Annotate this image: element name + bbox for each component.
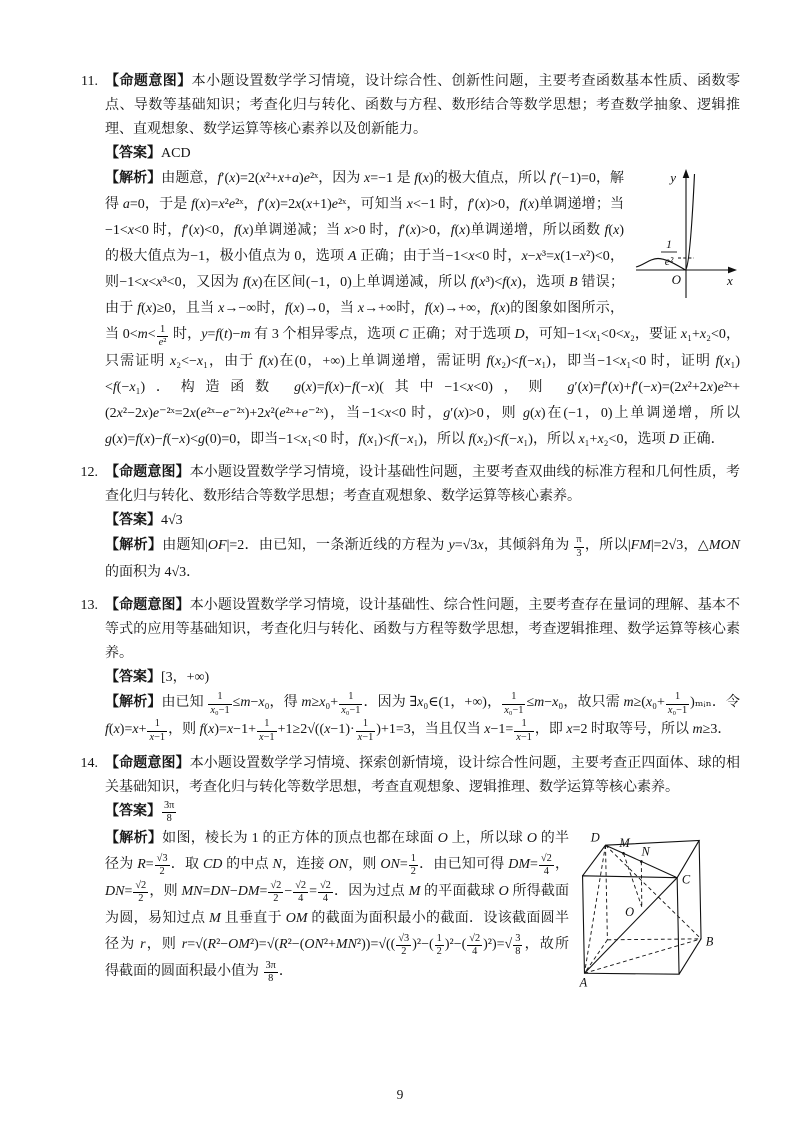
answer-line — [105, 666, 740, 690]
question-number: 14. — [80, 755, 98, 771]
question-number: 11. — [81, 74, 98, 89]
question-13 — [70, 594, 740, 744]
intent-paragraph — [105, 70, 740, 142]
vertex-label-M: M — [619, 835, 630, 850]
max-value-denominator: e² — [664, 256, 674, 268]
solution-text: 由题意，f′(x)=2(x²+x+a)e²ˣ，因为 x=−1 是 f(x)的极大值点，所以 f′(−1)=0，解得 a=0，于是 f(x)=x²e²ˣ，f′(x)=2x(x+1)e²ˣ，可知当 x<−1 时，f′(x)>0，f(x)单调递增；当−1<x<0 时，f′(x)<0，f(x)单调递减；当 x>0 时，f′(x)>0，f(x)单调递增，所以函数 f(x)的极大值点为−1，极小值点为 0，选项 A 正确；由于当−1<x<0 时，x−x³=x(1−x²)<0，则−1<x<x³<0，又因为 f(x)在区间(−1，0)上单调递减，所以 f(x³)<f(x)，选项 B 错误；由于 f(x)≥0，且当 x→−∞时，f(x)→0，当 x→+∞时，f(x)→+∞，f(x)的图象如图所示，当 0<m< $\frac{1}{\text{e²}}$ 时，y=f(t)−m 有 3 个相异零点，选项 C 正确；对于选项 D，可知−1<x₁<0<x₂，要证 x₁+x₂<0，只需证明 x₂<−x₁，由于 f(x)在(0，+∞)上单调递增，需证明 f(x₂)<f(−x₁)，即当−1<x₁<0 时，证明 f(x₁)<f(−x₁)．构造函数 g(x)=f(x)−f(−x)(其中−1<x<0)，则 g′(x)=f′(x)+f′(−x)=(2x²+2x)e²ˣ+(2x²−2x)e⁻²ˣ=2x(e²ˣ−e⁻²ˣ)+2x²(e²ˣ+e⁻²ˣ)，当−1<x<0 时，g′(x)>0，则 g(x)在(−1，0)上单调递增，所以 g(x)=f(x)−f(−x)<g(0)=0，即当−1<x₁<0 时，f(x₁)<f(−x₁)，所以 f(x₂)<f(−x₁)，所以 x₁+x₂<0，选项 D 正确． — [105, 171, 741, 447]
intent-paragraph — [105, 752, 740, 800]
cube-dashed-edges — [584, 845, 701, 973]
intent-label: 【命题意图】 — [105, 74, 192, 89]
question-12 — [70, 461, 740, 586]
question-body — [105, 461, 740, 586]
y-axis-arrow — [683, 169, 690, 178]
intent-label: 【命题意图】 — [105, 464, 190, 480]
vertex-label-N: N — [641, 844, 650, 859]
intent-text: 本小题设置数学学习情境、探索创新情境，设计综合性问题，主要考查正四面体、球的相关基础知识，考查化归与转化等数学思想，考查直观想象、逻辑推理、数学运算等核心素养。 — [105, 755, 741, 795]
answer-value: ACD — [161, 146, 191, 161]
intent-label: 【命题意图】 — [105, 755, 190, 771]
solution-paragraph — [105, 826, 740, 990]
answer-value: $\frac{3\pi}{8}$ — [164, 800, 175, 825]
point-N — [640, 860, 643, 863]
x-axis-label: x — [727, 273, 733, 288]
cube-figure — [578, 828, 740, 1000]
question-number: 13. — [80, 597, 98, 613]
answer-line — [105, 800, 740, 826]
vertex-label-A: A — [579, 975, 588, 990]
answer-line — [105, 142, 740, 166]
answer-line — [105, 509, 740, 533]
vertex-label-O: O — [625, 904, 635, 919]
question-14 — [70, 752, 740, 1002]
solution-text: 由已知 $\frac{1}{\text{x₀−1}}$ ≤m−x₀，得 m≥x₀+ $\frac{1}{\text{x₀−1}}$ ．因为 ∃x₀∈(1，+∞)， $\frac{1}{\text{x₀−1}}$ ≤m−x₀，故只需 m≥(x₀+ $\frac{1}{\text{x₀−1}}$ )ₘᵢₙ．令 f(x)=x+ $\frac{1}{x-1}$ ，则 f(x)=x−1+ $\frac{1}{x-1}$ +1≥2√((x−1)· $\frac{1}{x-1}$ )+1=3，当且仅当 x−1= $\frac{1}{x-1}$ ，即 x=2 时取等号，所以 m≥3． — [105, 691, 740, 743]
intent-text: 本小题设置数学学习情境，设计基础性问题，主要考查双曲线的标准方程和几何性质，考查化归与转化、数形结合等数学思想；考查直观想象、数学运算等核心素养。 — [105, 464, 741, 504]
answer-label: 【答案】 — [105, 669, 161, 685]
question-body — [105, 594, 740, 744]
solution-text: 由题知|OF|=2．由已知，一条渐近线的方程为 y=√3x，其倾斜角为 $\frac{\pi}{3}$ ，所以|FM|=2√3，△MON 的面积为 4√3． — [105, 534, 741, 580]
question-body — [105, 70, 740, 453]
solution-text: 如图，棱长为 1 的正方体的顶点也都在球面 O 上，所以球 O 的半径为 R= $\frac{√3}{2}$ ．取 CD 的中点 N，连接 ON，则 ON= $\frac{1}{2}$ ．由已知可得 DM= $\frac{√2}{4}$ ，DN= $\frac{√2}{2}$ ，则 MN=DN−DM= $\frac{√2}{2}$ − $\frac{√2}{4}$ = $\frac{√2}{4}$ ．因为过点 M 的平面截球 O 所得截面为圆，易知过点 M 且垂直于 OM 的截面为面积最小的截面．设该截面圆半径为 r，则 r=√(R²−OM²)=√(R²−(ON²+MN²))=√(( $\frac{√3}{2}$ )²−( $\frac{1}{2}$ )²−( $\frac{√2}{4}$ )²)=√ $\frac{3}{8}$ ，故所得截面的圆面积最小值为 $\frac{3\pi}{8}$ ． — [105, 830, 570, 985]
point-M — [622, 852, 625, 855]
question-number: 12. — [80, 464, 98, 480]
intent-text: 本小题设置数学学习情境，设计综合性、创新性问题，主要考查函数基本性质、函数零点、导数等基础知识；考查化归与转化、函数与方程、数形结合等数学思想；考查数学抽象、逻辑推理、直观想象、数学运算等核心素养以及创新能力。 — [105, 74, 741, 137]
intent-paragraph — [105, 594, 740, 666]
answer-value: [3，+∞) — [161, 669, 210, 685]
answer-label: 【答案】 — [105, 512, 161, 528]
y-axis-label: y — [670, 170, 676, 185]
solution-paragraph — [105, 166, 740, 453]
answer-value: 4√3 — [161, 512, 183, 528]
answer-label: 【答案】 — [105, 803, 161, 819]
intent-text: 本小题设置数学学习情境，设计基础性、综合性问题，主要考查存在量词的理解、基本不等式的应用等基础知识，考查化归与转化、函数与方程等数学思想，考查逻辑推理、数学运算等核心素养。 — [105, 597, 741, 661]
solution-label: 【解析】 — [105, 830, 163, 846]
answer-label: 【答案】 — [105, 146, 161, 161]
function-graph-figure — [634, 166, 740, 302]
question-11 — [70, 70, 740, 453]
solution-label: 【解析】 — [105, 537, 163, 553]
vertex-label-D: D — [590, 830, 600, 845]
vertex-label-B: B — [705, 934, 714, 949]
solution-paragraph — [105, 690, 740, 744]
max-value-numerator: 1 — [666, 239, 672, 251]
vertex-label-C: C — [681, 872, 691, 887]
question-body — [105, 752, 740, 1002]
origin-label: O — [671, 272, 681, 287]
solution-paragraph — [105, 533, 740, 586]
intent-label: 【命题意图】 — [105, 597, 190, 613]
solution-label: 【解析】 — [105, 694, 162, 710]
solution-label: 【解析】 — [105, 171, 162, 186]
page-number: 9 — [396, 1087, 404, 1102]
intent-paragraph — [105, 461, 740, 509]
